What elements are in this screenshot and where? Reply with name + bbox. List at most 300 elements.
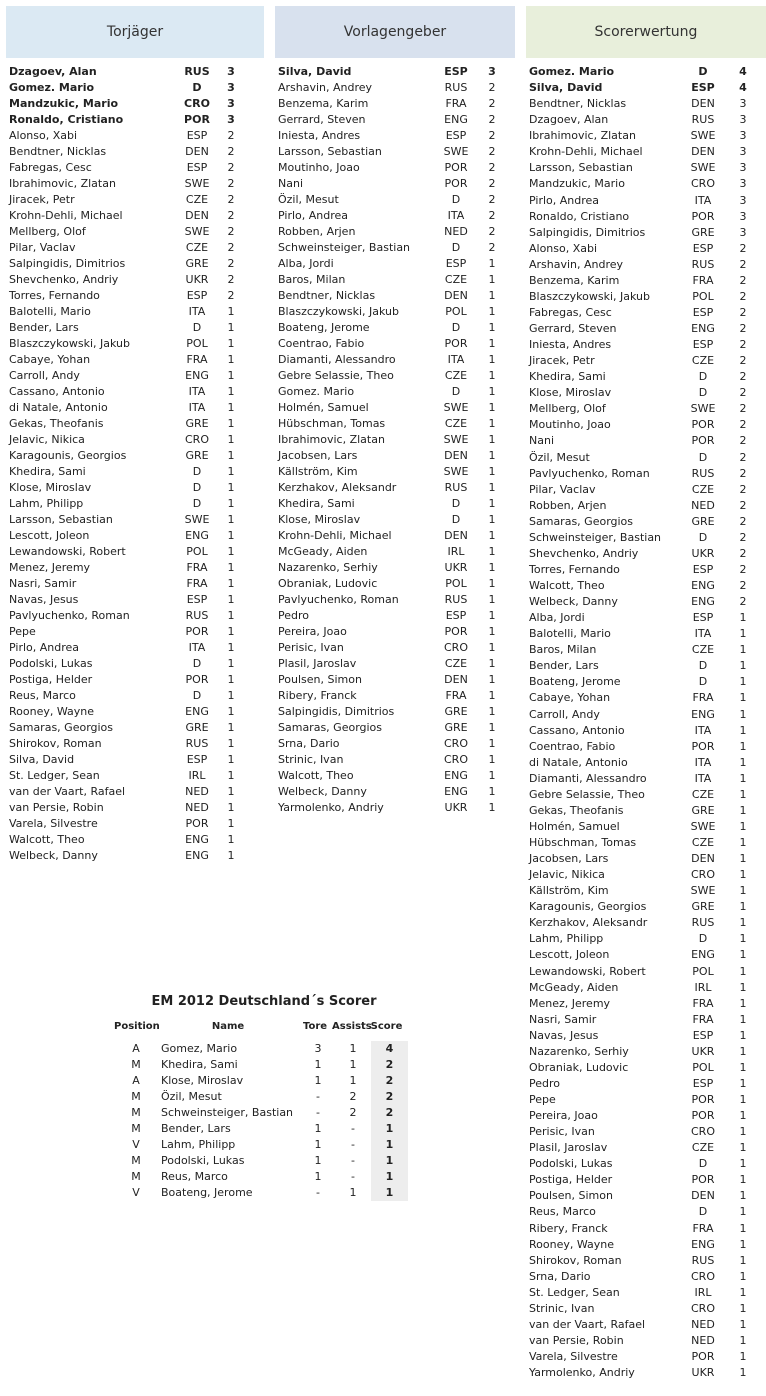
player-name: Pilar, Vaclav bbox=[9, 241, 76, 254]
player-value: 1 bbox=[488, 529, 496, 542]
player-value: 1 bbox=[739, 1269, 747, 1283]
player-name: Pilar, Vaclav bbox=[529, 482, 596, 496]
player-name: Rooney, Wayne bbox=[529, 1237, 615, 1251]
player-nation: POR bbox=[185, 625, 209, 638]
table-row bbox=[526, 1317, 766, 1333]
table-row bbox=[526, 80, 766, 96]
table-row bbox=[275, 720, 515, 736]
player-nation: ESP bbox=[445, 129, 467, 142]
player-nation: GRE bbox=[185, 449, 209, 462]
player-nation: ITA bbox=[694, 771, 712, 785]
table-row bbox=[526, 1076, 766, 1092]
player-nation: ESP bbox=[692, 562, 714, 576]
player-nation: ITA bbox=[447, 209, 465, 222]
player-name: Coentrao, Fabio bbox=[278, 337, 365, 350]
table-row bbox=[6, 128, 264, 144]
table-row bbox=[6, 800, 264, 816]
player-name: Moutinho, Joao bbox=[529, 418, 611, 432]
table-row bbox=[526, 514, 766, 530]
player-value: 1 bbox=[739, 1012, 747, 1026]
table-row bbox=[526, 96, 766, 112]
player-nation: CRO bbox=[185, 433, 209, 446]
player-value: 1 bbox=[488, 369, 496, 382]
player-name: Walcott, Theo bbox=[9, 833, 85, 846]
player-value: 2 bbox=[739, 450, 747, 464]
player-value: 1 bbox=[739, 1189, 747, 1203]
player-name: Ibrahimovic, Zlatan bbox=[278, 433, 385, 446]
player-value: 1 bbox=[227, 321, 235, 334]
player-nation: UKR bbox=[691, 1366, 715, 1380]
player-value: 1 bbox=[739, 980, 747, 994]
player-name: Varela, Silvestre bbox=[529, 1350, 618, 1363]
player-value: 1 bbox=[739, 1125, 747, 1139]
player-nation: D bbox=[192, 657, 202, 670]
player-value: 1 bbox=[488, 705, 496, 718]
player-value: 1 bbox=[488, 433, 496, 446]
player-nation: CRO bbox=[691, 177, 715, 191]
player-value: 2 bbox=[739, 241, 747, 255]
table-row bbox=[6, 368, 264, 384]
table-row bbox=[275, 800, 515, 816]
player-nation: NED bbox=[444, 225, 468, 238]
player-nation: ESP bbox=[445, 609, 467, 622]
player-nation: D bbox=[698, 675, 708, 689]
player-name: Pepe bbox=[9, 625, 36, 638]
name-cell: Podolski, Lukas bbox=[161, 1154, 245, 1167]
player-name: Jiracek, Petr bbox=[9, 193, 75, 206]
table-row bbox=[114, 1073, 414, 1089]
table-row bbox=[6, 352, 264, 368]
table-row bbox=[275, 352, 515, 368]
player-name: Yarmolenko, Andriy bbox=[278, 801, 384, 814]
player-name: Pavlyuchenko, Roman bbox=[9, 609, 130, 622]
player-value: 2 bbox=[227, 241, 235, 254]
player-nation: DEN bbox=[691, 1189, 715, 1203]
player-name: Silva, David bbox=[9, 753, 75, 766]
player-value: 1 bbox=[488, 721, 496, 734]
player-name: van der Vaart, Rafael bbox=[529, 1317, 646, 1331]
player-nation: SWE bbox=[443, 433, 469, 446]
table-row bbox=[526, 1028, 766, 1044]
player-name: Dzagoev, Alan bbox=[9, 65, 97, 78]
player-value: 1 bbox=[488, 625, 496, 638]
player-name: Iniesta, Andres bbox=[278, 129, 361, 142]
table-row bbox=[526, 385, 766, 401]
table-row bbox=[526, 160, 766, 176]
table-row bbox=[526, 176, 766, 192]
player-value: 2 bbox=[739, 289, 747, 303]
player-nation: GRE bbox=[185, 721, 209, 734]
player-nation: ITA bbox=[694, 627, 712, 641]
table-row bbox=[526, 626, 766, 642]
player-nation: CRO bbox=[691, 1269, 715, 1283]
player-name: Salpingidis, Dimitrios bbox=[9, 257, 126, 270]
name-cell: Lahm, Philipp bbox=[161, 1138, 236, 1151]
player-nation: ESP bbox=[692, 1076, 714, 1090]
player-name: Baros, Milan bbox=[529, 643, 597, 657]
table-row bbox=[275, 304, 515, 320]
player-nation: UKR bbox=[691, 1044, 715, 1058]
player-nation: CZE bbox=[691, 1141, 715, 1155]
table-row bbox=[275, 784, 515, 800]
tore-cell: - bbox=[316, 1186, 320, 1199]
player-nation: NED bbox=[691, 1333, 715, 1347]
player-name: Moutinho, Joao bbox=[278, 161, 360, 174]
player-nation: RUS bbox=[444, 593, 468, 606]
player-value: 1 bbox=[739, 964, 747, 978]
table-row bbox=[6, 64, 264, 80]
player-value: 2 bbox=[739, 546, 747, 560]
player-nation: RUS bbox=[691, 1253, 715, 1267]
player-name: Carroll, Andy bbox=[529, 707, 600, 721]
player-nation: ESP bbox=[691, 81, 715, 95]
player-name: van Persie, Robin bbox=[9, 801, 104, 814]
table-row bbox=[526, 723, 766, 739]
player-nation: SWE bbox=[690, 402, 716, 416]
player-value: 1 bbox=[739, 739, 747, 753]
player-name: Fabregas, Cesc bbox=[9, 161, 92, 174]
name-cell: Reus, Marco bbox=[161, 1170, 228, 1183]
player-nation: UKR bbox=[691, 546, 715, 560]
player-name: Diamanti, Alessandro bbox=[278, 353, 396, 366]
player-name: Gomez. Mario bbox=[278, 385, 355, 398]
player-value: 1 bbox=[488, 273, 496, 286]
player-nation: GRE bbox=[185, 257, 209, 270]
player-nation: ITA bbox=[188, 385, 206, 398]
player-name: Coentrao, Fabio bbox=[529, 739, 616, 753]
player-name: Welbeck, Danny bbox=[9, 849, 98, 862]
player-value: 1 bbox=[227, 401, 235, 414]
player-name: Podolski, Lukas bbox=[529, 1157, 613, 1171]
player-name: Torres, Fernando bbox=[529, 562, 620, 576]
table-row bbox=[6, 288, 264, 304]
player-value: 1 bbox=[227, 513, 235, 526]
table-row bbox=[526, 610, 766, 626]
table-row bbox=[526, 401, 766, 417]
player-name: Varela, Silvestre bbox=[9, 817, 98, 830]
player-name: di Natale, Antonio bbox=[529, 755, 628, 769]
player-name: Silva, David bbox=[529, 81, 603, 95]
player-name: Holmén, Samuel bbox=[529, 819, 620, 833]
table-row bbox=[526, 1156, 766, 1172]
player-name: Navas, Jesus bbox=[529, 1028, 599, 1042]
table-row bbox=[6, 192, 264, 208]
table-row bbox=[526, 450, 766, 466]
player-nation: DEN bbox=[691, 852, 715, 866]
player-nation: ESP bbox=[186, 289, 208, 302]
player-nation: D bbox=[698, 65, 708, 78]
player-name: Baros, Milan bbox=[278, 273, 346, 286]
player-nation: ENG bbox=[691, 595, 715, 609]
player-value: 1 bbox=[739, 627, 747, 641]
table-row bbox=[6, 672, 264, 688]
player-name: Pereira, Joao bbox=[278, 625, 347, 638]
table-row bbox=[526, 1060, 766, 1076]
player-nation: IRL bbox=[188, 769, 206, 782]
player-name: Pavlyuchenko, Roman bbox=[278, 593, 399, 606]
player-nation: D bbox=[698, 450, 708, 464]
player-name: Özil, Mesut bbox=[278, 193, 339, 206]
player-nation: POR bbox=[184, 113, 210, 126]
player-value: 2 bbox=[739, 257, 747, 271]
player-nation: FRA bbox=[692, 273, 714, 287]
player-name: Cabaye, Yohan bbox=[9, 353, 91, 366]
table-row bbox=[6, 432, 264, 448]
player-value: 1 bbox=[739, 659, 747, 673]
player-name: Reus, Marco bbox=[529, 1205, 596, 1219]
player-nation: RUS bbox=[691, 466, 715, 480]
table-row bbox=[6, 496, 264, 512]
player-nation: DEN bbox=[444, 449, 468, 462]
player-value: 2 bbox=[739, 322, 747, 335]
player-value: 1 bbox=[488, 337, 496, 350]
player-value: 2 bbox=[739, 418, 747, 432]
player-name: Khedira, Sami bbox=[529, 370, 606, 384]
player-nation: ESP bbox=[692, 338, 714, 352]
player-name: Holmén, Samuel bbox=[278, 401, 369, 414]
player-nation: NED bbox=[691, 1317, 715, 1331]
table-row bbox=[526, 578, 766, 594]
name-cell: Schweinsteiger, Bastian bbox=[161, 1106, 294, 1119]
player-name: Krohn-Dehli, Michael bbox=[9, 209, 123, 222]
player-value: 2 bbox=[227, 225, 235, 238]
player-nation: POR bbox=[691, 1350, 715, 1363]
player-nation: SWE bbox=[690, 884, 716, 898]
table-row bbox=[526, 594, 766, 610]
player-name: Jelavic, Nikica bbox=[529, 868, 605, 882]
player-value: 2 bbox=[488, 241, 496, 254]
player-nation: GRE bbox=[444, 721, 468, 734]
player-value: 1 bbox=[488, 561, 496, 574]
table-row bbox=[114, 1089, 414, 1105]
table-row bbox=[526, 835, 766, 851]
scorerwertung-header: Scorerwertung bbox=[526, 6, 766, 58]
player-value: 3 bbox=[739, 209, 747, 223]
table-row bbox=[275, 176, 515, 192]
player-value: 1 bbox=[227, 449, 235, 462]
player-name: Källström, Kim bbox=[278, 465, 358, 478]
table-row bbox=[275, 112, 515, 128]
player-nation: SWE bbox=[184, 513, 210, 526]
name-cell: Boateng, Jerome bbox=[161, 1186, 253, 1199]
table-row bbox=[275, 736, 515, 752]
player-nation: ENG bbox=[691, 322, 715, 335]
table-row bbox=[275, 640, 515, 656]
player-value: 1 bbox=[227, 529, 235, 542]
tore-cell: - bbox=[316, 1090, 320, 1103]
player-name: Nani bbox=[278, 177, 303, 190]
player-name: Bendtner, Nicklas bbox=[9, 145, 107, 158]
player-nation: IRL bbox=[447, 545, 465, 558]
player-nation: POL bbox=[692, 1060, 714, 1074]
player-name: Nazarenko, Serhiy bbox=[529, 1044, 629, 1058]
table-row bbox=[6, 464, 264, 480]
player-value: 1 bbox=[488, 577, 496, 590]
table-row bbox=[275, 608, 515, 624]
player-name: Ibrahimovic, Zlatan bbox=[9, 177, 116, 190]
player-name: Iniesta, Andres bbox=[529, 338, 612, 352]
player-value: 2 bbox=[227, 161, 235, 174]
player-nation: POL bbox=[445, 577, 467, 590]
player-name: Srna, Dario bbox=[529, 1269, 591, 1283]
score-cell: 1 bbox=[371, 1169, 408, 1185]
player-value: 3 bbox=[739, 193, 747, 207]
player-nation: CZE bbox=[691, 836, 715, 849]
table-row bbox=[114, 1185, 414, 1201]
header-position: Position bbox=[114, 1021, 160, 1032]
player-value: 1 bbox=[739, 1301, 747, 1315]
assists-cell: 2 bbox=[349, 1106, 357, 1119]
table-row bbox=[526, 273, 766, 289]
player-value: 2 bbox=[739, 354, 747, 368]
table-row bbox=[6, 480, 264, 496]
player-nation: D bbox=[192, 497, 202, 510]
player-nation: ENG bbox=[444, 113, 468, 126]
player-value: 1 bbox=[739, 1221, 747, 1235]
player-nation: D bbox=[698, 932, 708, 946]
player-name: Walcott, Theo bbox=[529, 579, 605, 592]
player-value: 1 bbox=[227, 833, 235, 846]
player-name: Khedira, Sami bbox=[9, 465, 86, 478]
player-value: 1 bbox=[227, 849, 235, 862]
player-nation: DEN bbox=[691, 145, 715, 159]
player-value: 2 bbox=[488, 97, 496, 110]
player-name: Bendtner, Nicklas bbox=[529, 97, 627, 111]
table-row bbox=[526, 546, 766, 562]
table-row bbox=[526, 1012, 766, 1028]
table-row bbox=[526, 707, 766, 723]
player-value: 1 bbox=[739, 1109, 747, 1123]
header-tore: Tore bbox=[302, 1021, 328, 1032]
player-name: Lahm, Philipp bbox=[9, 497, 84, 510]
player-nation: ITA bbox=[188, 401, 206, 414]
table-row bbox=[275, 624, 515, 640]
table-row bbox=[275, 704, 515, 720]
table-row bbox=[275, 288, 515, 304]
player-nation: D bbox=[698, 1205, 708, 1219]
player-value: 2 bbox=[739, 562, 747, 576]
player-name: Cabaye, Yohan bbox=[529, 691, 611, 705]
table-row bbox=[526, 482, 766, 498]
player-nation: POR bbox=[185, 673, 209, 686]
table-row bbox=[114, 1169, 414, 1185]
player-name: Hübschman, Tomas bbox=[529, 836, 637, 849]
scorerwertung-section bbox=[526, 6, 766, 1381]
player-value: 1 bbox=[227, 673, 235, 686]
position-cell: M bbox=[131, 1106, 141, 1119]
player-nation: D bbox=[192, 321, 202, 334]
player-value: 3 bbox=[739, 161, 747, 175]
player-nation: RUS bbox=[691, 113, 715, 127]
player-nation: GRE bbox=[691, 514, 715, 528]
player-name: Alba, Jordi bbox=[529, 611, 585, 625]
player-nation: D bbox=[451, 385, 461, 398]
player-value: 1 bbox=[227, 657, 235, 670]
player-nation: NED bbox=[185, 785, 209, 798]
table-row bbox=[526, 209, 766, 225]
player-nation: ESP bbox=[444, 65, 468, 78]
player-value: 2 bbox=[227, 145, 235, 158]
player-value: 1 bbox=[488, 657, 496, 670]
player-value: 2 bbox=[739, 402, 747, 416]
table-row bbox=[114, 1137, 414, 1153]
player-value: 1 bbox=[488, 385, 496, 398]
position-cell: A bbox=[132, 1042, 140, 1055]
table-row bbox=[6, 400, 264, 416]
player-nation: ENG bbox=[185, 529, 209, 542]
player-name: Nasri, Samir bbox=[529, 1012, 597, 1026]
player-nation: ESP bbox=[186, 161, 208, 174]
table-row bbox=[526, 530, 766, 546]
vorlagengeber-header: Vorlagengeber bbox=[275, 6, 515, 58]
player-value: 1 bbox=[227, 593, 235, 606]
table-row bbox=[526, 867, 766, 883]
player-name: Bender, Lars bbox=[9, 321, 79, 334]
player-value: 1 bbox=[739, 1237, 747, 1251]
player-name: Mandzukic, Mario bbox=[9, 97, 119, 110]
table-row bbox=[275, 656, 515, 672]
player-value: 1 bbox=[739, 723, 747, 737]
player-value: 2 bbox=[227, 209, 235, 222]
score-cell: 1 bbox=[371, 1121, 408, 1137]
player-value: 3 bbox=[227, 113, 235, 126]
player-value: 2 bbox=[227, 289, 235, 302]
player-nation: SWE bbox=[443, 145, 469, 158]
position-cell: M bbox=[131, 1058, 141, 1071]
table-row bbox=[526, 674, 766, 690]
assists-cell: 1 bbox=[349, 1074, 357, 1087]
player-nation: CRO bbox=[691, 1301, 715, 1315]
player-name: Salpingidis, Dimitrios bbox=[529, 225, 646, 239]
table-row bbox=[526, 1044, 766, 1060]
player-name: Perisic, Ivan bbox=[278, 641, 344, 654]
table-row bbox=[526, 947, 766, 963]
table-row bbox=[275, 144, 515, 160]
player-nation: FRA bbox=[186, 561, 208, 574]
player-name: Krohn-Dehli, Michael bbox=[278, 529, 392, 542]
position-cell: V bbox=[132, 1138, 140, 1151]
assists-cell: 1 bbox=[349, 1042, 357, 1055]
player-value: 1 bbox=[227, 609, 235, 622]
table-row bbox=[275, 256, 515, 272]
player-nation: ESP bbox=[186, 129, 208, 142]
player-name: Balotelli, Mario bbox=[9, 305, 91, 318]
player-name: Blaszczykowski, Jakub bbox=[529, 289, 651, 303]
table-row bbox=[526, 755, 766, 771]
table-row bbox=[526, 466, 766, 482]
player-value: 2 bbox=[739, 514, 747, 528]
table-row bbox=[275, 576, 515, 592]
player-nation: ENG bbox=[185, 833, 209, 846]
position-cell: A bbox=[132, 1074, 140, 1087]
player-name: Lescott, Joleon bbox=[9, 529, 90, 542]
player-value: 1 bbox=[739, 1076, 747, 1090]
player-nation: ITA bbox=[447, 353, 465, 366]
player-value: 1 bbox=[739, 787, 747, 801]
table-row bbox=[526, 225, 766, 241]
player-nation: GRE bbox=[691, 225, 715, 239]
table-row bbox=[526, 1172, 766, 1188]
table-row bbox=[526, 1237, 766, 1253]
table-row bbox=[114, 1041, 414, 1057]
player-value: 2 bbox=[488, 81, 496, 94]
player-value: 1 bbox=[227, 817, 235, 830]
player-nation: FRA bbox=[445, 689, 467, 702]
player-name: Reus, Marco bbox=[9, 689, 76, 702]
player-value: 1 bbox=[739, 884, 747, 898]
germany-table-header bbox=[114, 1019, 414, 1041]
player-nation: D bbox=[451, 513, 461, 526]
